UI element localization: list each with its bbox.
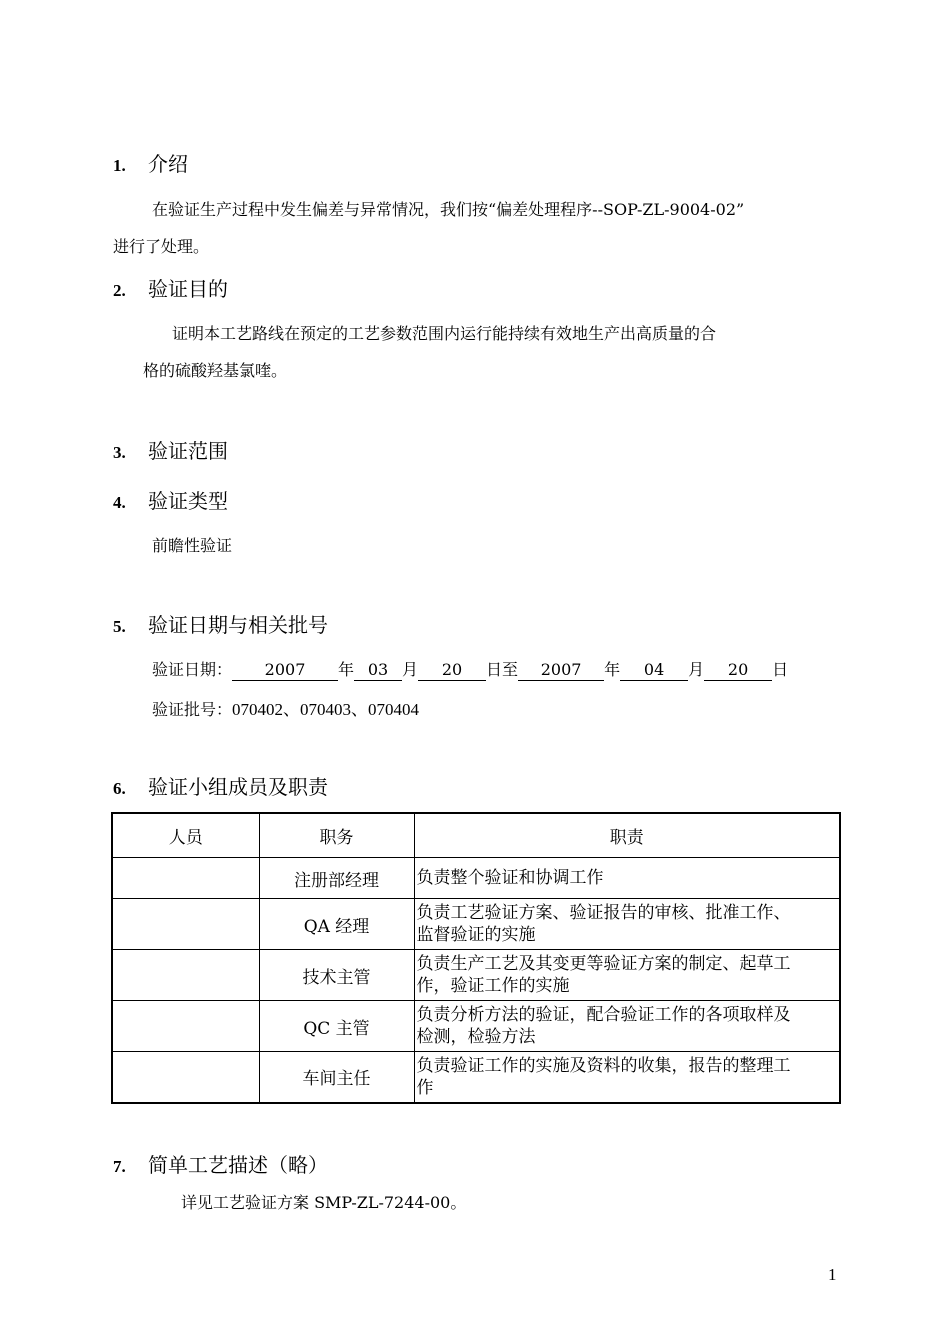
duty-cell [414, 950, 840, 1001]
section-title-3: 验证范围 [148, 439, 228, 463]
person-cell [112, 1052, 259, 1103]
header-duty: 职责 [414, 813, 840, 858]
end-day-field: 20 [704, 660, 772, 681]
section-number-3: 3. [113, 443, 126, 462]
purpose-text-line-1: 证明本工艺路线在预定的工艺参数范围内运行能持续有效地生产出高质量的合 [172, 324, 717, 343]
process-description-text: 详见工艺验证方案 SMP-ZL-7244-00。 [181, 1193, 467, 1212]
section-number-1: 1. [113, 156, 126, 175]
duty-cell [414, 858, 840, 899]
person-cell [112, 950, 259, 1001]
start-day-field: 20 [418, 660, 486, 681]
duty-line-2: 检测，检验方法 [416, 1027, 536, 1047]
header-person: 人员 [112, 813, 259, 858]
section-number-4: 4. [113, 493, 126, 512]
section-title-1: 介绍 [148, 152, 188, 176]
section-number-6: 6. [113, 779, 126, 798]
batch-label: 验证批号： [152, 700, 233, 719]
duty-cell [414, 1052, 840, 1103]
intro-text-line-1: 在验证生产过程中发生偏差与异常情况，我们按“偏差处理程序--SOP-ZL-9004-02” [152, 200, 745, 219]
section-title-2: 验证目的 [148, 277, 228, 301]
role-cell: 技术主管 [259, 950, 414, 1001]
duty-line-1: 负责分析方法的验证，配合验证工作的各项取样及 [416, 1005, 791, 1025]
duty-cell [414, 899, 840, 950]
batch-numbers: 070402、070403、070404 [232, 700, 420, 719]
table-row [112, 950, 840, 1001]
table-row [112, 1001, 840, 1052]
end-year-field: 2007 [518, 660, 604, 681]
page-number: 1 [828, 1265, 837, 1284]
date-label: 验证日期： [152, 660, 233, 679]
table-header-row [112, 813, 840, 858]
person-cell [112, 899, 259, 950]
year-char: 年 [338, 660, 355, 679]
duty-line-2: 作，验证工作的实施 [416, 976, 570, 996]
duty-line-1: 负责整个验证和协调工作 [416, 868, 604, 888]
duty-line-2: 监督验证的实施 [416, 925, 536, 945]
section-number-2: 2. [113, 281, 126, 300]
duty-line-1: 负责生产工艺及其变更等验证方案的制定、起草工 [416, 954, 791, 974]
role-cell: QC 主管 [259, 1001, 414, 1052]
team-table [111, 812, 841, 1104]
role-cell: 注册部经理 [259, 858, 414, 899]
duty-line-1: 负责验证工作的实施及资料的收集，报告的整理工 [416, 1055, 791, 1076]
section-number-5: 5. [113, 617, 126, 636]
day-char: 日 [772, 660, 789, 679]
section-title-7: 简单工艺描述（略） [148, 1153, 328, 1177]
start-year-field: 2007 [232, 660, 338, 681]
table-row [112, 858, 840, 899]
duty-line-1: 负责工艺验证方案、验证报告的审核、批准工作、 [416, 903, 791, 923]
batch-number-line [152, 695, 419, 720]
role-cell: QA 经理 [259, 899, 414, 950]
duty-line-2: 作 [416, 1077, 434, 1098]
role-cell: 车间主任 [259, 1052, 414, 1103]
start-month-field: 03 [354, 660, 402, 681]
month-char: 月 [402, 660, 419, 679]
day-to-char: 日至 [486, 660, 519, 679]
section-title-4: 验证类型 [148, 489, 228, 513]
section-title-6: 验证小组成员及职责 [148, 775, 328, 799]
person-cell [112, 1001, 259, 1052]
person-cell [112, 858, 259, 899]
header-role: 职务 [259, 813, 414, 858]
year-char-2: 年 [604, 660, 621, 679]
end-month-field: 04 [620, 660, 688, 681]
duty-cell [414, 1001, 840, 1052]
table-row [112, 899, 840, 950]
validation-date-line [152, 657, 788, 681]
month-char-2: 月 [688, 660, 705, 679]
section-number-7: 7. [113, 1157, 126, 1176]
table-row [112, 1052, 840, 1103]
intro-text-line-2: 进行了处理。 [113, 237, 210, 256]
validation-type-text: 前瞻性验证 [152, 536, 233, 555]
purpose-text-line-2: 格的硫酸羟基氯喹。 [143, 361, 288, 380]
section-title-5: 验证日期与相关批号 [148, 613, 328, 637]
